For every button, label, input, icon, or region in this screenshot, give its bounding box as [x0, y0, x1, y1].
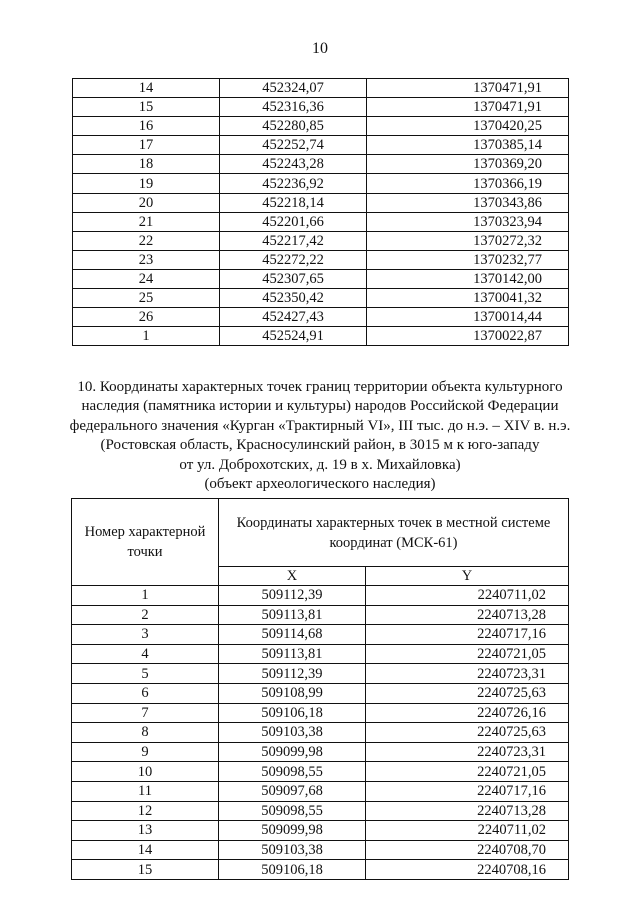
table-row [72, 586, 569, 606]
table-row [72, 860, 569, 880]
y-coordinate-cell: 1370385,14 [367, 136, 569, 155]
table-row [72, 625, 569, 645]
table-row [72, 723, 569, 743]
table-row [73, 289, 569, 308]
x-coordinate-cell: 452316,36 [220, 98, 367, 117]
table1-body [73, 79, 569, 346]
x-coordinate-cell: 509106,18 [219, 703, 366, 723]
y-coordinate-cell: 1370420,25 [367, 117, 569, 136]
y-coordinate-cell: 1370323,94 [367, 212, 569, 231]
table-row [73, 193, 569, 212]
x-coordinate-cell: 452427,43 [220, 308, 367, 327]
table-row [72, 644, 569, 664]
header-row [72, 499, 569, 567]
point-number-cell: 19 [73, 174, 220, 193]
y-coordinate-cell: 2240717,16 [366, 625, 569, 645]
heading-line: федерального значения «Курган «Трактирный VI», III тыс. до н.э. – XIV в. н.э. [69, 417, 571, 434]
point-number-cell: 1 [72, 586, 219, 606]
point-number-cell: 13 [72, 821, 219, 841]
x-coordinate-cell: 452280,85 [220, 117, 367, 136]
y-coordinate-cell: 1370369,20 [367, 155, 569, 174]
table-row [72, 605, 569, 625]
x-coordinate-cell: 452524,91 [220, 327, 367, 346]
point-number-cell: 2 [72, 605, 219, 625]
table2-body [72, 586, 569, 880]
point-number-cell: 3 [72, 625, 219, 645]
table-row [72, 801, 569, 821]
table-row [73, 98, 569, 117]
heading-line: (объект археологического наследия) [204, 476, 436, 493]
y-coordinate-cell: 2240721,05 [366, 762, 569, 782]
x-coordinate-cell: 509112,39 [219, 586, 366, 606]
table-row [73, 250, 569, 269]
y-coordinate-cell: 2240711,02 [366, 586, 569, 606]
point-number-cell: 12 [72, 801, 219, 821]
y-coordinate-cell: 2240725,63 [366, 723, 569, 743]
x-coordinate-cell: 509112,39 [219, 664, 366, 684]
point-number-cell: 6 [72, 683, 219, 703]
table-row [73, 212, 569, 231]
y-coordinate-cell: 1370041,32 [367, 289, 569, 308]
heading-line: 10. Координаты характерных точек границ территории объекта культурного [77, 379, 563, 395]
x-coordinate-cell: 452243,28 [220, 155, 367, 174]
y-coordinate-cell: 1370366,19 [367, 174, 569, 193]
table-row [73, 269, 569, 288]
point-number-cell: 17 [73, 136, 220, 155]
x-coordinate-cell: 509099,98 [219, 742, 366, 762]
table-row [73, 79, 569, 98]
point-number-cell: 7 [72, 703, 219, 723]
table-row [72, 703, 569, 723]
x-coordinate-cell: 509114,68 [219, 625, 366, 645]
x-coordinate-cell: 509108,99 [219, 683, 366, 703]
y-coordinate-cell: 1370272,32 [367, 231, 569, 250]
y-coordinate-cell: 2240711,02 [366, 821, 569, 841]
point-number-cell: 4 [72, 644, 219, 664]
point-number-cell: 22 [73, 231, 220, 250]
point-number-cell: 26 [73, 308, 220, 327]
point-number-cell: 5 [72, 664, 219, 684]
x-coordinate-cell: 509113,81 [219, 605, 366, 625]
table2-header [72, 499, 569, 586]
table-row [72, 683, 569, 703]
table-row [73, 117, 569, 136]
y-coordinate-cell: 1370014,44 [367, 308, 569, 327]
table-row [73, 136, 569, 155]
y-coordinate-cell: 1370022,87 [367, 327, 569, 346]
x-coordinate-cell: 452201,66 [220, 212, 367, 231]
point-number-cell: 15 [72, 860, 219, 880]
point-number-cell: 14 [73, 79, 220, 98]
y-coordinate-cell: 1370232,77 [367, 250, 569, 269]
point-number-cell: 11 [72, 781, 219, 801]
heading-line: (Ростовская область, Красносулинский район, в 3015 м к юго-западу [100, 437, 540, 454]
section-heading [40, 378, 600, 494]
point-number-cell: 20 [73, 193, 220, 212]
coordinates-table [71, 498, 569, 880]
point-number-cell: 1 [73, 327, 220, 346]
y-coordinate-cell: 1370142,00 [367, 269, 569, 288]
x-coordinate-cell: 509106,18 [219, 860, 366, 880]
point-number-cell: 15 [73, 98, 220, 117]
x-coordinate-cell: 452236,92 [220, 174, 367, 193]
table-row [72, 742, 569, 762]
point-number-cell: 18 [73, 155, 220, 174]
table-row [73, 174, 569, 193]
y-coordinate-cell: 2240726,16 [366, 703, 569, 723]
table-row [73, 231, 569, 250]
y-coordinate-cell: 2240713,28 [366, 801, 569, 821]
header-point-number: Номер характерной точки [72, 499, 219, 586]
table-row [72, 664, 569, 684]
x-coordinate-cell: 509113,81 [219, 644, 366, 664]
point-number-cell: 25 [73, 289, 220, 308]
y-coordinate-cell: 2240708,16 [366, 860, 569, 880]
page-number: 10 [312, 40, 328, 57]
point-number-cell: 10 [72, 762, 219, 782]
x-coordinate-cell: 509098,55 [219, 801, 366, 821]
point-number-cell: 8 [72, 723, 219, 743]
point-number-cell: 24 [73, 269, 220, 288]
y-coordinate-cell: 2240717,16 [366, 781, 569, 801]
point-number-cell: 16 [73, 117, 220, 136]
point-number-cell: 23 [73, 250, 220, 269]
x-coordinate-cell: 509103,38 [219, 840, 366, 860]
x-coordinate-cell: 509099,98 [219, 821, 366, 841]
y-coordinate-cell: 2240723,31 [366, 664, 569, 684]
y-coordinate-cell: 1370471,91 [367, 98, 569, 117]
x-coordinate-cell: 452272,22 [220, 250, 367, 269]
x-coordinate-cell: 509097,68 [219, 781, 366, 801]
table-row [73, 155, 569, 174]
y-coordinate-cell: 2240723,31 [366, 742, 569, 762]
coordinates-table-continued [72, 78, 569, 346]
y-coordinate-cell: 1370471,91 [367, 79, 569, 98]
heading-line: от ул. Доброхотских, д. 19 в х. Михайловка) [179, 456, 461, 473]
y-coordinate-cell: 2240708,70 [366, 840, 569, 860]
x-coordinate-cell: 452350,42 [220, 289, 367, 308]
table-row [73, 327, 569, 346]
table-row [73, 308, 569, 327]
point-number-cell: 9 [72, 742, 219, 762]
x-coordinate-cell: 509098,55 [219, 762, 366, 782]
header-x: X [219, 567, 366, 586]
x-coordinate-cell: 452307,65 [220, 269, 367, 288]
heading-line: наследия (памятника истории и культуры) народов Российской Федерации [81, 398, 559, 415]
table-row [72, 840, 569, 860]
y-coordinate-cell: 2240713,28 [366, 605, 569, 625]
x-coordinate-cell: 509103,38 [219, 723, 366, 743]
x-coordinate-cell: 452218,14 [220, 193, 367, 212]
x-coordinate-cell: 452217,42 [220, 231, 367, 250]
y-coordinate-cell: 1370343,86 [367, 193, 569, 212]
table-row [72, 762, 569, 782]
point-number-cell: 14 [72, 840, 219, 860]
table-row [72, 821, 569, 841]
header-coordinates: Координаты характерных точек в местной системе координат (МСК-61) [219, 499, 569, 567]
table-row [72, 781, 569, 801]
x-coordinate-cell: 452252,74 [220, 136, 367, 155]
y-coordinate-cell: 2240725,63 [366, 683, 569, 703]
x-coordinate-cell: 452324,07 [220, 79, 367, 98]
point-number-cell: 21 [73, 212, 220, 231]
y-coordinate-cell: 2240721,05 [366, 644, 569, 664]
header-y: Y [366, 567, 569, 586]
